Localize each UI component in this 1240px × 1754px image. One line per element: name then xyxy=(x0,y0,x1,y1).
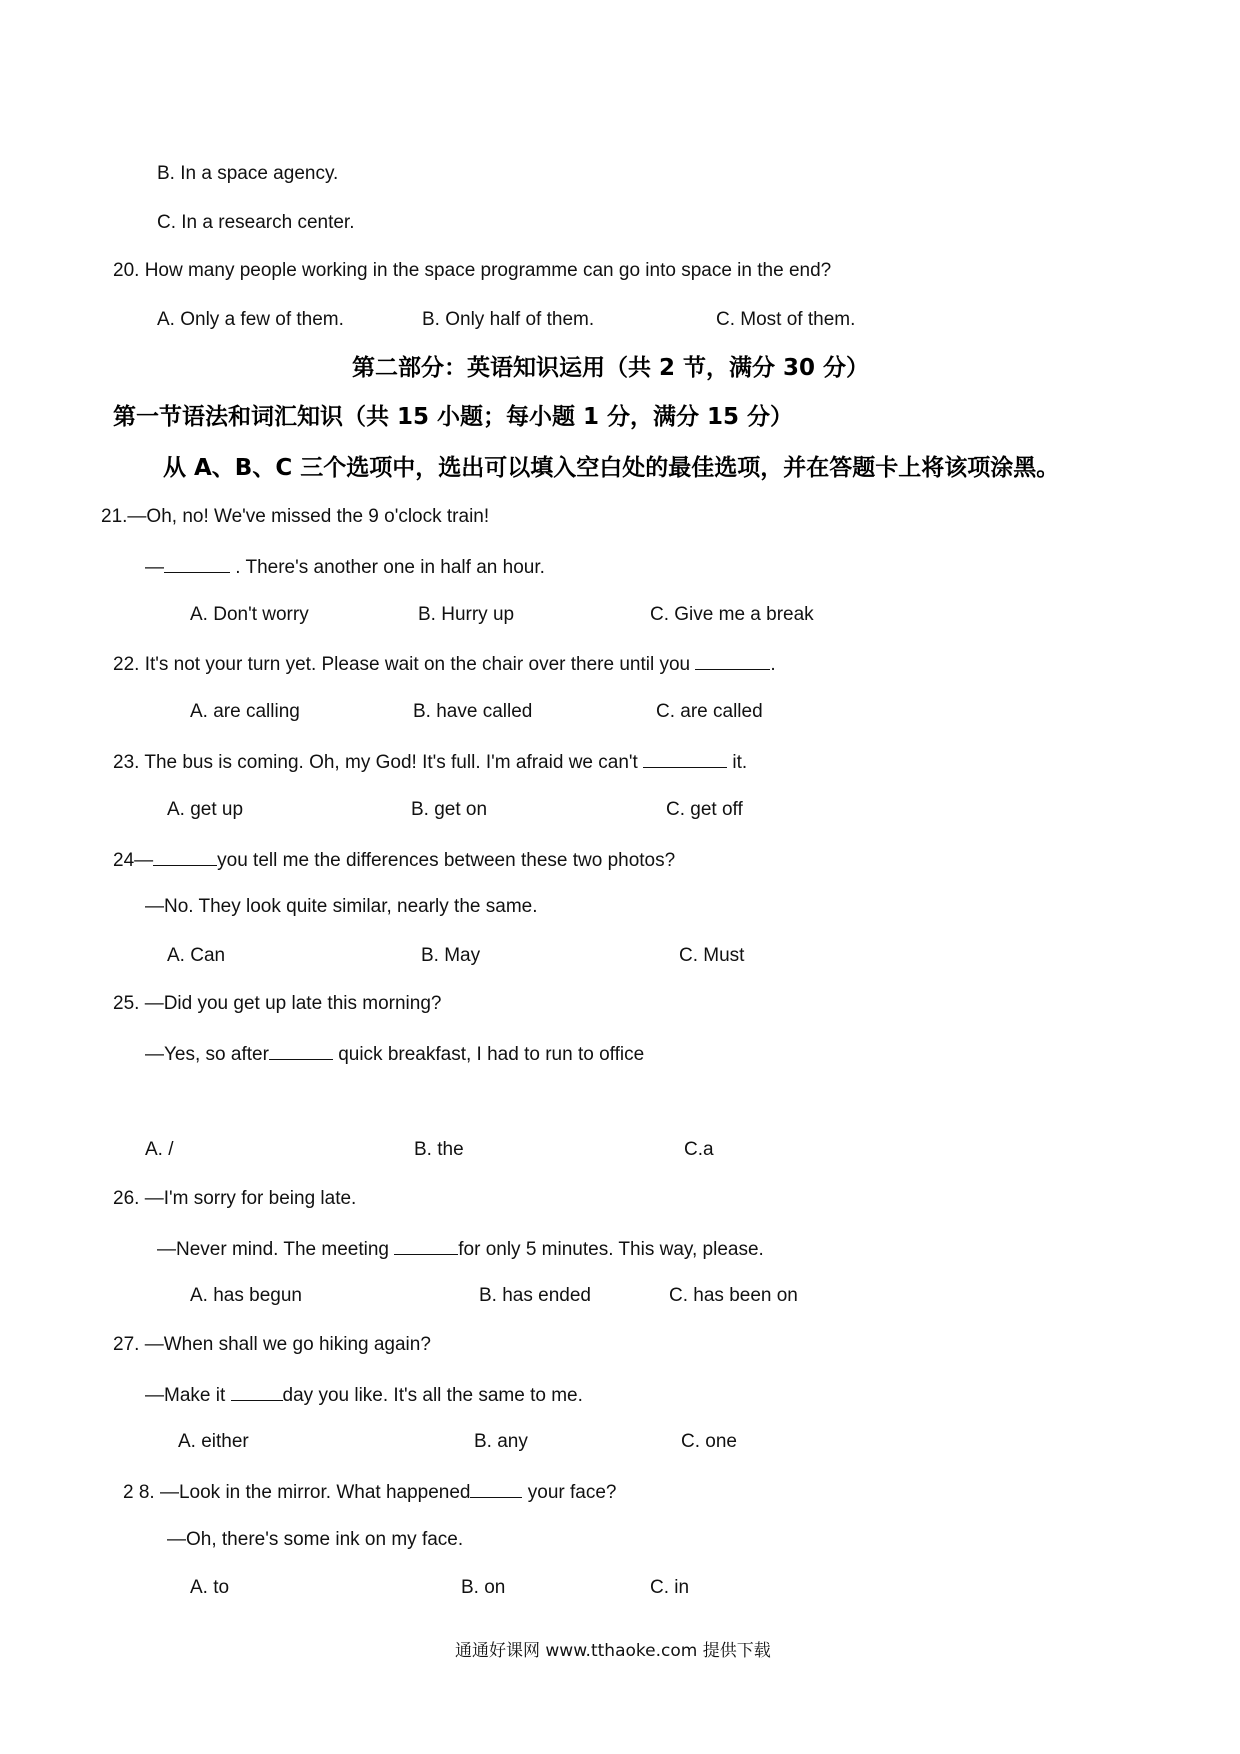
q28-line1-prefix: 2 8. —Look in the mirror. What happened xyxy=(123,1482,471,1503)
q21-line2-prefix: — xyxy=(145,557,164,578)
q20-option-b: B. Only half of them. xyxy=(422,309,595,330)
q25-option-a: A. / xyxy=(145,1139,174,1160)
q19-option-c: C. In a research center. xyxy=(157,212,355,233)
q28-option-c: C. in xyxy=(650,1577,690,1598)
q22-stem xyxy=(113,651,776,677)
q27-line2-prefix: —Make it xyxy=(145,1385,231,1406)
q25-answer-blank xyxy=(269,1041,333,1060)
q28-option-a: A. to xyxy=(190,1577,230,1598)
q26-line2 xyxy=(157,1236,764,1262)
q28-option-b: B. on xyxy=(461,1577,506,1598)
q23-stem xyxy=(113,749,747,775)
q27-answer-blank xyxy=(231,1382,283,1401)
q24-option-c: C. Must xyxy=(679,945,745,966)
q22-option-a: A. are calling xyxy=(190,701,300,722)
q24-line1-suffix: you tell me the differences between these two photos? xyxy=(217,850,676,871)
q25-line2-prefix: —Yes, so after xyxy=(145,1044,269,1065)
q24-line2: —No. They look quite similar, nearly the same. xyxy=(145,896,538,917)
q25-option-c: C.a xyxy=(684,1139,714,1160)
q28-line2: —Oh, there's some ink on my face. xyxy=(167,1529,464,1550)
page-footer: 通通好课网 www.tthaoke.com 提供下载 xyxy=(455,1641,771,1661)
q21-line1: 21.—Oh, no! We've missed the 9 o'clock train! xyxy=(101,506,490,527)
part2-title: 第二部分：英语知识运用（共 2 节，满分 30 分） xyxy=(352,355,870,381)
q23-option-b: B. get on xyxy=(411,799,488,820)
q26-line1: 26. —I'm sorry for being late. xyxy=(113,1188,357,1209)
q27-line1: 27. —When shall we go hiking again? xyxy=(113,1334,431,1355)
section1-title: 第一节语法和词汇知识（共 15 小题；每小题 1 分，满分 15 分） xyxy=(113,404,794,430)
q22-option-b: B. have called xyxy=(413,701,533,722)
q23-stem-prefix: 23. The bus is coming. Oh, my God! It's full. I'm afraid we can't xyxy=(113,752,644,773)
q22-stem-suffix: . xyxy=(770,654,776,675)
q22-option-c: C. are called xyxy=(656,701,763,722)
q27-line2-suffix: day you like. It's all the same to me. xyxy=(282,1385,583,1406)
q27-line2 xyxy=(145,1382,583,1408)
q25-line1: 25. —Did you get up late this morning? xyxy=(113,993,442,1014)
q23-stem-suffix: it. xyxy=(727,752,748,773)
q22-stem-prefix: 22. It's not your turn yet. Please wait on the chair over there until you xyxy=(113,654,696,675)
q27-option-b: B. any xyxy=(474,1431,528,1452)
q28-line1 xyxy=(123,1479,616,1505)
q24-line1 xyxy=(113,847,675,873)
q23-answer-blank xyxy=(643,749,727,768)
q26-option-b: B. has ended xyxy=(479,1285,591,1306)
q24-option-b: B. May xyxy=(421,945,481,966)
q27-option-a: A. either xyxy=(178,1431,249,1452)
q26-line2-suffix: for only 5 minutes. This way, please. xyxy=(458,1239,764,1260)
q28-line1-suffix: your face? xyxy=(522,1482,617,1503)
q20-stem: 20. How many people working in the space programme can go into space in the end? xyxy=(113,260,832,281)
q23-option-c: C. get off xyxy=(666,799,743,820)
q21-option-b: B. Hurry up xyxy=(418,604,515,625)
q25-option-b: B. the xyxy=(414,1139,464,1160)
q28-answer-blank xyxy=(470,1479,522,1498)
q19-option-b: B. In a space agency. xyxy=(157,163,339,184)
q26-line2-prefix: —Never mind. The meeting xyxy=(157,1239,395,1260)
q26-option-a: A. has begun xyxy=(190,1285,302,1306)
q26-option-c: C. has been on xyxy=(669,1285,798,1306)
q25-line2 xyxy=(145,1041,644,1067)
q27-option-c: C. one xyxy=(681,1431,737,1452)
q21-line2 xyxy=(145,554,545,580)
q24-answer-blank xyxy=(153,847,217,866)
q23-option-a: A. get up xyxy=(167,799,244,820)
q21-answer-blank xyxy=(164,554,230,573)
q21-line2-suffix: . There's another one in half an hour. xyxy=(230,557,545,578)
q25-line2-suffix: quick breakfast, I had to run to office xyxy=(332,1044,645,1065)
instructions: 从 A、B、C 三个选项中，选出可以填入空白处的最佳选项，并在答题卡上将该项涂黑。 xyxy=(163,455,1060,481)
q22-answer-blank xyxy=(695,651,770,670)
q21-option-c: C. Give me a break xyxy=(650,604,814,625)
q24-option-a: A. Can xyxy=(167,945,226,966)
q20-option-c: C. Most of them. xyxy=(716,309,856,330)
q21-option-a: A. Don't worry xyxy=(190,604,309,625)
q24-line1-prefix: 24— xyxy=(113,850,154,871)
q26-answer-blank xyxy=(394,1236,458,1255)
q20-option-a: A. Only a few of them. xyxy=(157,309,344,330)
